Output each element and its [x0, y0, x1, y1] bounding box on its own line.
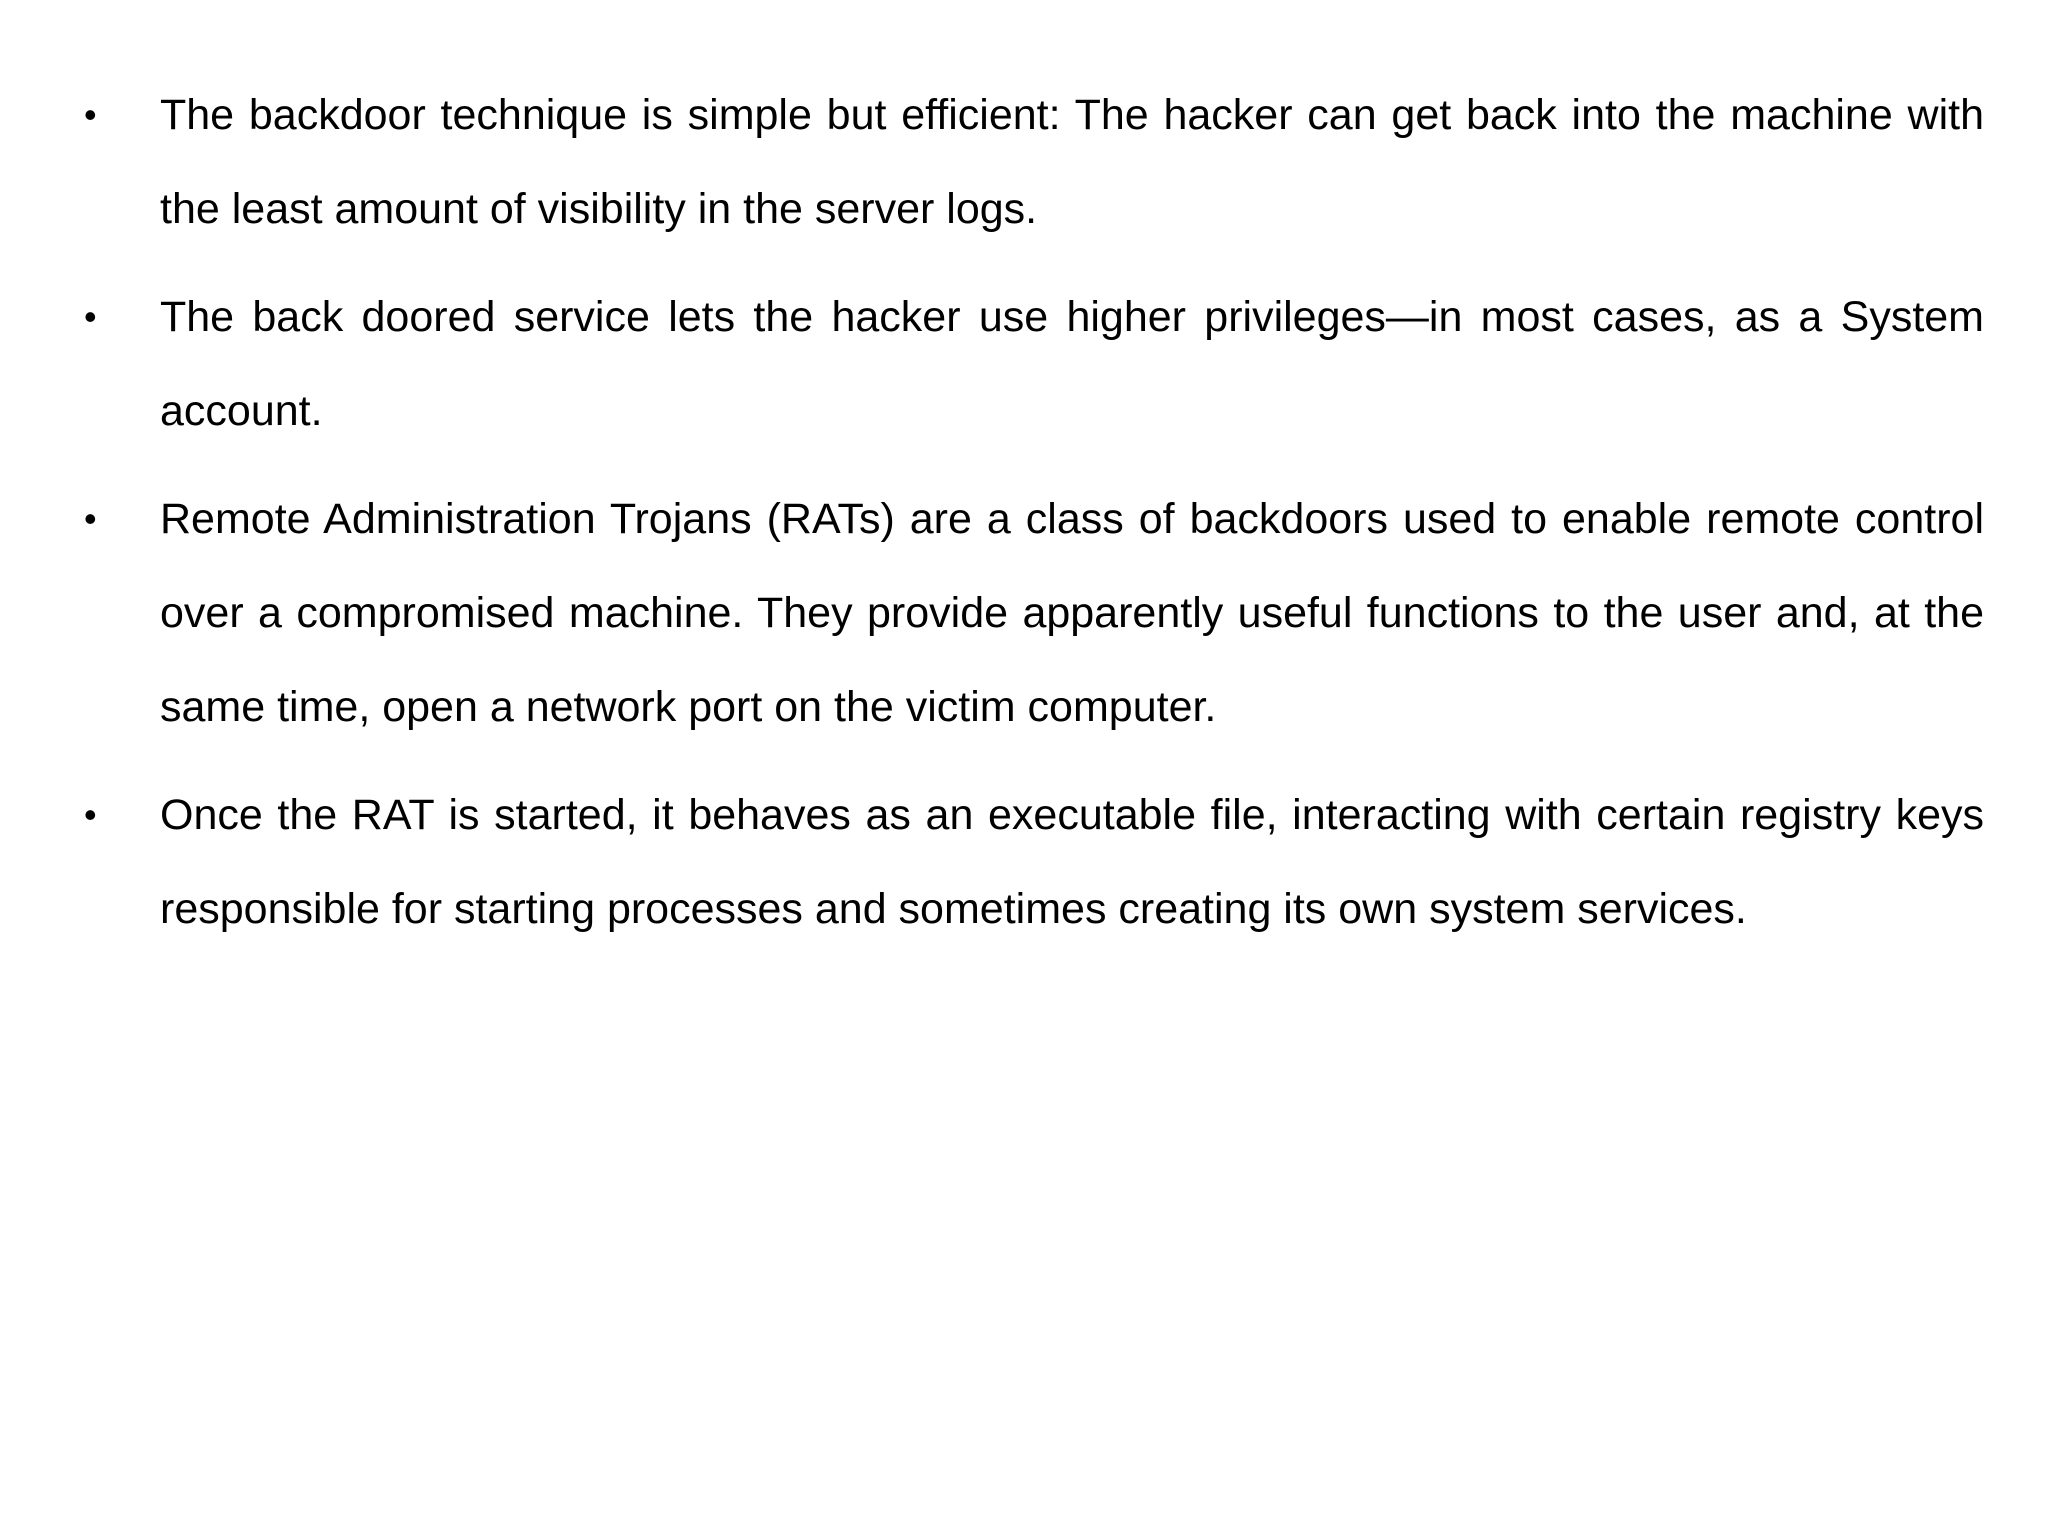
bullet-marker: • [84, 794, 97, 835]
bullet-list [84, 68, 1984, 970]
bullet-marker: • [84, 94, 97, 135]
bullet-marker: • [84, 498, 97, 539]
bullet-marker: • [84, 296, 97, 337]
bullet-item [84, 768, 1984, 956]
bullet-item [84, 270, 1984, 458]
bullet-text: Remote Administration Trojans (RATs) are a class of backdoors used to enable remote control over a compromised machine. They provide apparently useful functions to the user and, at the same time, open a network port on the victim computer. [160, 495, 1984, 731]
bullet-text: The backdoor technique is simple but efficient: The hacker can get back into the machine with the least amount of visibility in the server logs. [160, 91, 1984, 233]
bullet-item [84, 68, 1984, 256]
bullet-text: The back doored service lets the hacker use higher privileges—in most cases, as a System account. [160, 293, 1984, 435]
bullet-item [84, 472, 1984, 754]
bullet-text: Once the RAT is started, it behaves as an executable file, interacting with certain registry keys responsible for starting processes and sometimes creating its own system services. [160, 791, 1984, 933]
